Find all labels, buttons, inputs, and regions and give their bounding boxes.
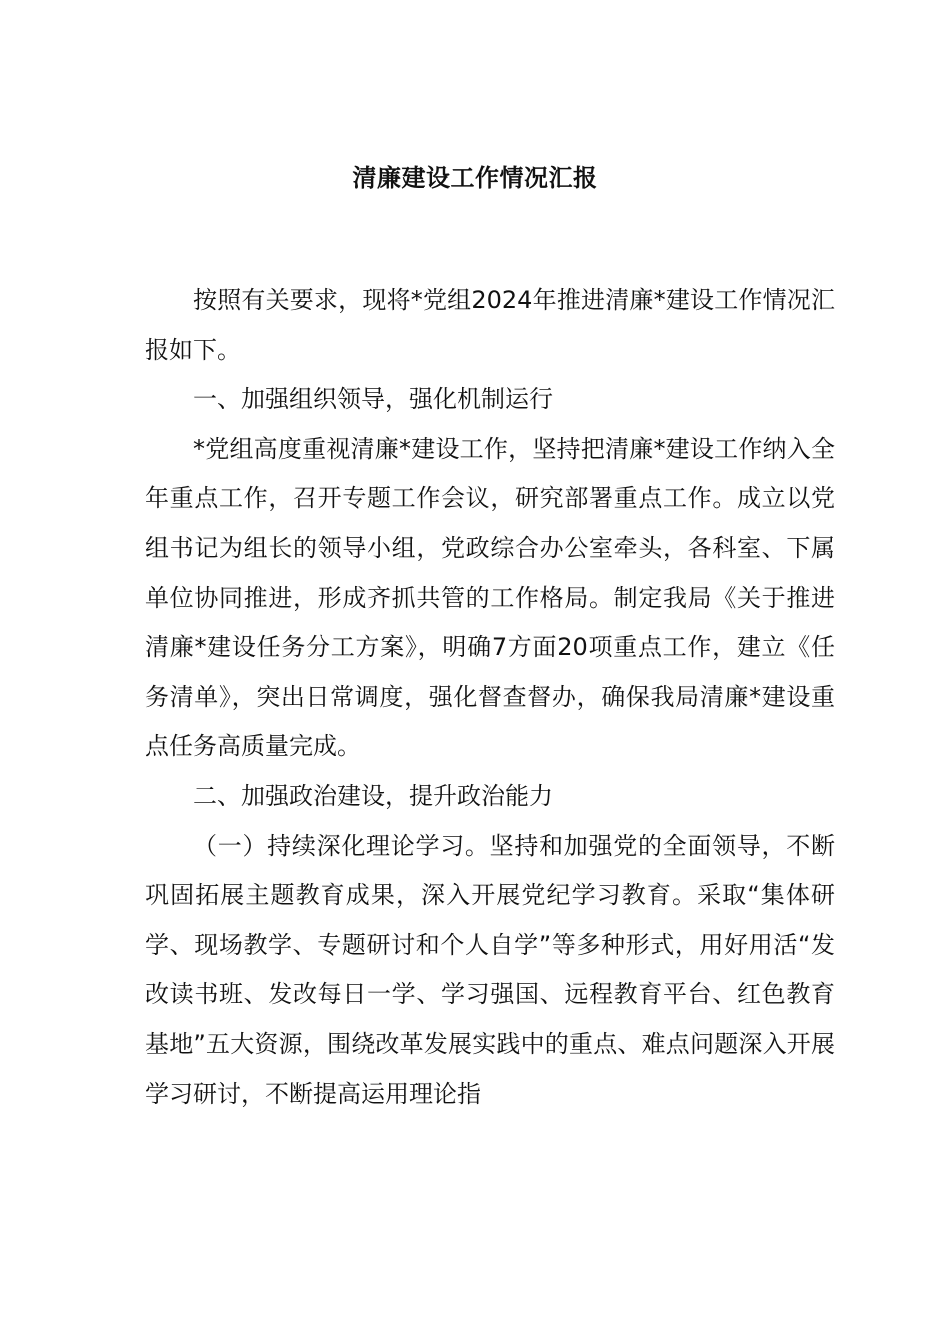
section-1-paragraph: *党组高度重视清廉*建设工作，坚持把清廉*建设工作纳入全年重点工作，召开专题工作会议，研究部署重点工作。成立以党组书记为组长的领导小组，党政综合办公室牵头，各科室、下属单位协同推进，形成齐抓共管的工作格局。制定我局《关于推进清廉*建设任务分工方案》，明确7方面20项重点工作，建立《任务清单》，突出日常调度，强化督查督办，确保我局清廉*建设重点任务高质量完成。: [145, 434, 835, 761]
document-body: [145, 276, 835, 1119]
intro-paragraph: 按照有关要求，现将*党组2024年推进清廉*建设工作情况汇报如下。: [145, 286, 835, 364]
section-heading-1: 一、加强组织领导，强化机制运行: [193, 385, 553, 414]
section-heading-2: 二、加强政治建设，提升政治能力: [193, 781, 553, 810]
document-title: 清廉建设工作情况汇报: [352, 164, 598, 192]
section-2-paragraph-1: （一）持续深化理论学习。坚持和加强党的全面领导，不断巩固拓展主题教育成果，深入开展党纪学习教育。采取“集体研学、现场教学、专题研讨和个人自学”等多种形式，用好用活“发改读书班、发改每日一学、学习强国、远程教育平台、红色教育基地”五大资源，围绕改革发展实践中的重点、难点问题深入开展学习研讨，不断提高运用理论指: [145, 831, 835, 1108]
